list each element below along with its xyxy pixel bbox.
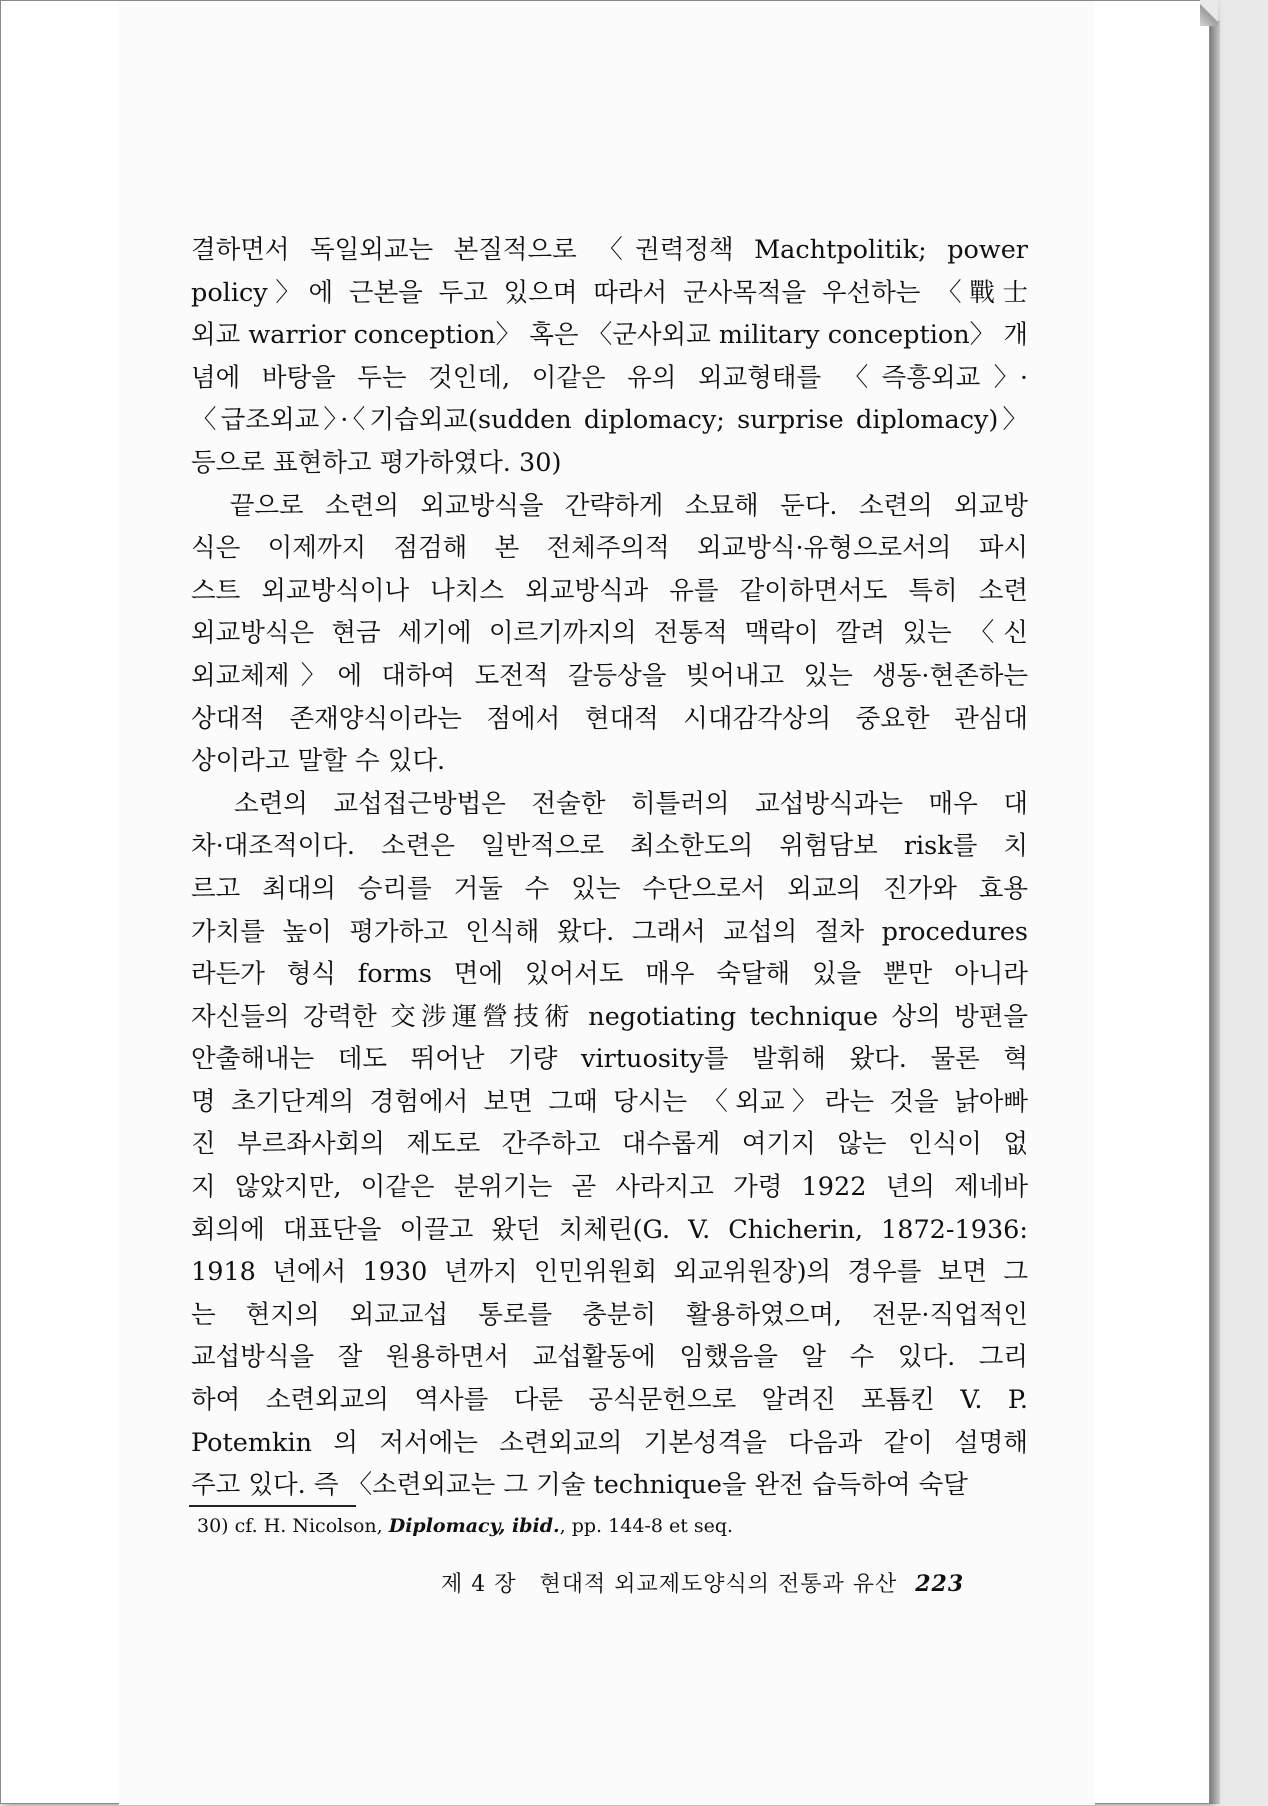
text-line: 라든가 형식 forms 면에 있어서도 매우 숙달해 있을 뿐만 아니라: [191, 959, 1028, 990]
text-line: 회의에 대표단을 이끌고 왔던 치체린(G. V. Chicherin, 1872-1936:: [191, 1214, 1028, 1245]
footnote-divider: [189, 1505, 356, 1507]
body-text: [191, 229, 1028, 1507]
page-number: 223: [915, 1571, 965, 1597]
text-line: 〈급조외교〉·〈기습외교(sudden diplomacy; surprise diplomacy)〉: [191, 405, 1028, 436]
text-line: 념에 바탕을 두는 것인데, 이같은 유의 외교형태를 〈즉흥외교〉·: [191, 362, 1028, 393]
text-line: 진 부르좌사회의 제도로 간주하고 대수롭게 여기지 않는 인식이 없: [191, 1129, 1028, 1160]
paragraph: [191, 783, 1028, 1507]
text-line: 등으로 표현하고 평가하였다. 30): [191, 447, 562, 478]
text-line: 스트 외교방식이나 나치스 외교방식과 유를 같이하면서도 특히 소련: [191, 575, 1028, 606]
text-line: 명 초기단계의 경험에서 보면 그때 당시는 〈외교〉라는 것을 낡아빠: [191, 1086, 1028, 1117]
footnote-suffix: , pp. 144-8 et seq.: [559, 1515, 734, 1537]
text-line: 외교체제〉에 대하여 도전적 갈등상을 빚어내고 있는 생동·현존하는: [191, 660, 1028, 691]
text-line: 지 않았지만, 이같은 분위기는 곧 사라지고 가령 1922 년의 제네바: [191, 1172, 1028, 1203]
page-edge-shadow: [1210, 20, 1220, 1804]
text-line: 외교 warrior conception〉 혹은 〈군사외교 military conception〉 개: [191, 320, 1028, 351]
text-line: 자신들의 강력한 交涉運營技術 negotiating technique 상의 방편을: [191, 1001, 1028, 1032]
paragraph: [191, 485, 1028, 783]
text-line: 소련의 교섭접근방법은 전술한 히틀러의 교섭방식과는 매우 대: [191, 788, 1028, 819]
text-line: 상대적 존재양식이라는 점에서 현대적 시대감각상의 중요한 관심대: [191, 703, 1028, 734]
chapter-title: 제 4 장 현대적 외교제도양식의 전통과 유산: [441, 1572, 898, 1597]
text-line: 식은 이제까지 점검해 본 전체주의적 외교방식·유형으로서의 파시: [191, 533, 1028, 564]
text-line: 는 현지의 외교교섭 통로를 충분히 활용하였으며, 전문·직업적인: [191, 1299, 1028, 1330]
text-line: 하여 소련외교의 역사를 다룬 공식문헌으로 알려진 포툠킨 V. P.: [191, 1385, 1028, 1416]
text-line: 가치를 높이 평가하고 인식해 왔다. 그래서 교섭의 절차 procedures: [191, 916, 1028, 947]
text-line: Potemkin 의 저서에는 소련외교의 기본성격을 다음과 같이 설명해: [191, 1427, 1028, 1458]
footnote-title: Diplomacy, ibid.: [388, 1515, 560, 1537]
text-line: 끝으로 소련의 외교방식을 간략하게 소묘해 둔다. 소련의 외교방: [191, 490, 1028, 521]
paragraph: [191, 229, 1028, 485]
text-line: 상이라고 말할 수 있다.: [191, 746, 446, 777]
text-line: 외교방식은 현금 세기에 이르기까지의 전통적 맥락이 깔려 있는 〈신: [191, 618, 1028, 649]
page-curl-corner: [1200, 0, 1218, 26]
text-line: 차·대조적이다. 소련은 일반적으로 최소한도의 위험담보 risk를 치: [191, 831, 1028, 862]
footnote-30: [197, 1515, 733, 1537]
running-footer: [441, 1567, 964, 1598]
text-line: policy〉에 근본을 두고 있으며 따라서 군사목적을 우선하는 〈戰士: [191, 277, 1028, 308]
text-line: 결하면서 독일외교는 본질적으로 〈권력정책 Machtpolitik; power: [191, 235, 1028, 265]
text-line: 안출해내는 데도 뛰어난 기량 virtuosity를 발휘해 왔다. 물론 혁: [191, 1044, 1028, 1075]
text-line: 주고 있다. 즉 〈소련외교는 그 기술 technique을 완전 습득하여 숙달: [191, 1470, 968, 1501]
text-line: 르고 최대의 승리를 거둘 수 있는 수단으로서 외교의 진가와 효용: [191, 873, 1028, 904]
text-line: 교섭방식을 잘 원용하면서 교섭활동에 임했음을 알 수 있다. 그리: [191, 1342, 1028, 1373]
footnote-prefix: 30) cf. H. Nicolson,: [197, 1515, 389, 1537]
text-line: 1918 년에서 1930 년까지 인민위원회 외교위원장)의 경우를 보면 그: [191, 1257, 1028, 1288]
